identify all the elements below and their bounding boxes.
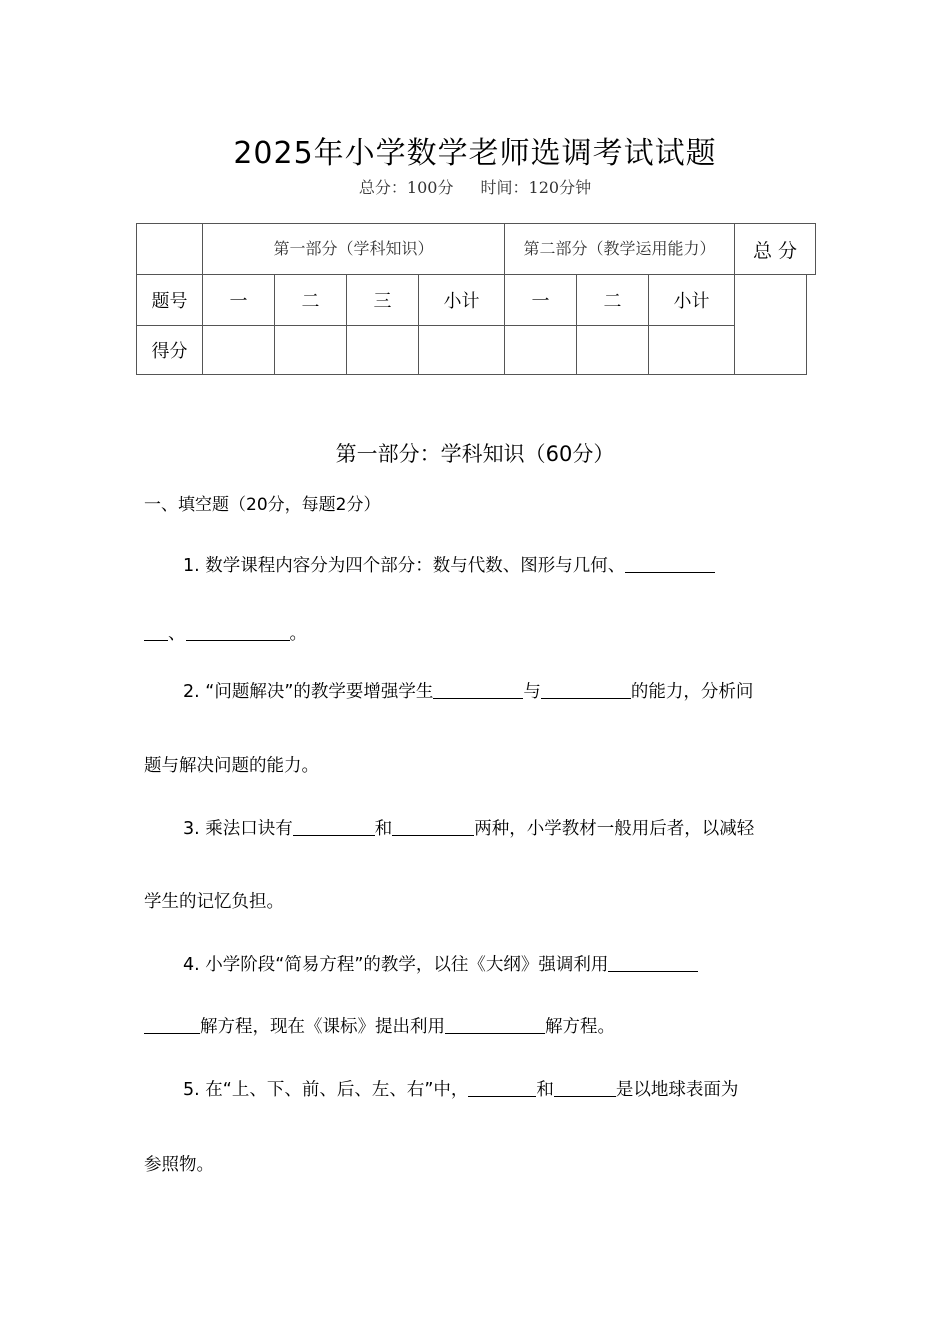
question-2-text: 2. “问题解决”的教学要增强学生 xyxy=(183,682,434,702)
question-5-text-end: 参照物。 xyxy=(144,1155,214,1175)
score-cell xyxy=(419,326,505,375)
score-cell xyxy=(649,326,735,375)
answer-blank xyxy=(144,1016,200,1035)
col-header: 三 xyxy=(347,275,419,326)
answer-blank xyxy=(608,954,698,973)
answer-blank xyxy=(186,623,290,642)
score-cell xyxy=(505,326,577,375)
question-4-text-end: 解方程。 xyxy=(545,1017,615,1037)
score-cell xyxy=(577,326,649,375)
answer-blank xyxy=(293,818,375,837)
question-5-text: 5. 在“上、下、前、后、左、右”中， xyxy=(183,1080,469,1100)
exam-subtitle xyxy=(0,175,950,198)
question-3-and: 和 xyxy=(374,819,393,839)
question-2-and: 与 xyxy=(523,682,541,702)
question-3-text-cont: 两种，小学教材一般用后者，以减轻 xyxy=(474,819,755,839)
question-1-text: 1. 数学课程内容分为四个部分：数与代数、图形与几何、 xyxy=(183,556,626,576)
section-heading-fill-blank: 一、填空题（20分，每题2分） xyxy=(144,495,381,515)
col-header: 一 xyxy=(203,275,275,326)
question-1-line-2 xyxy=(144,620,307,645)
question-4-line-2 xyxy=(144,1013,615,1038)
answer-blank xyxy=(392,818,474,837)
total-score-cell xyxy=(735,275,807,375)
question-2-line-1 xyxy=(183,678,753,703)
question-4-text: 4. 小学阶段“简易方程”的教学，以往《大纲》强调利用 xyxy=(183,955,609,975)
question-2-text-cont: 的能力，分析问 xyxy=(630,682,754,702)
part1-title: 第一部分：学科知识（60分） xyxy=(335,442,615,466)
answer-blank xyxy=(433,681,523,700)
col-header: 二 xyxy=(275,275,347,326)
total-header: 总 分 xyxy=(735,224,816,275)
answer-blank xyxy=(625,555,715,574)
question-1-end: 。 xyxy=(289,624,307,644)
question-2-line-2 xyxy=(144,752,319,777)
table-spacer xyxy=(807,275,816,375)
col-header: 二 xyxy=(577,275,649,326)
score-table xyxy=(136,223,816,375)
question-5-line-2 xyxy=(144,1151,214,1176)
col-header: 一 xyxy=(505,275,577,326)
answer-blank xyxy=(554,1079,616,1098)
question-4-text-cont: 解方程，现在《课标》提出利用 xyxy=(200,1017,445,1037)
question-1-line-1 xyxy=(183,552,715,577)
row-label-score: 得分 xyxy=(137,326,203,375)
answer-blank xyxy=(144,623,168,642)
score-cell xyxy=(275,326,347,375)
answer-blank xyxy=(541,681,631,700)
total-score-label: 总分：100分 xyxy=(358,178,454,197)
answer-blank xyxy=(445,1016,545,1035)
question-1-sep: 、 xyxy=(168,624,186,644)
question-3-line-1 xyxy=(183,815,754,840)
question-3-text: 3. 乘法口诀有 xyxy=(183,819,293,839)
col-header: 小计 xyxy=(419,275,505,326)
question-4-line-1 xyxy=(183,951,698,976)
question-3-line-2 xyxy=(144,888,284,913)
part2-header: 第二部分（教学运用能力） xyxy=(505,224,735,275)
question-5-line-1 xyxy=(183,1076,738,1101)
question-2-text-end: 题与解决问题的能力。 xyxy=(144,756,319,776)
col-header: 小计 xyxy=(649,275,735,326)
score-cell xyxy=(203,326,275,375)
question-3-text-end: 学生的记忆负担。 xyxy=(144,892,284,912)
time-label: 时间：120分钟 xyxy=(480,178,592,197)
answer-blank xyxy=(468,1079,536,1098)
row-label-question-no: 题号 xyxy=(137,275,203,326)
table-corner-cell xyxy=(137,224,203,275)
part1-header: 第一部分（学科知识） xyxy=(203,224,505,275)
score-cell xyxy=(347,326,419,375)
question-5-and: 和 xyxy=(536,1080,554,1100)
question-5-text-cont: 是以地球表面为 xyxy=(615,1080,739,1100)
exam-title: 2025年小学数学老师选调考试试题 xyxy=(233,136,717,171)
